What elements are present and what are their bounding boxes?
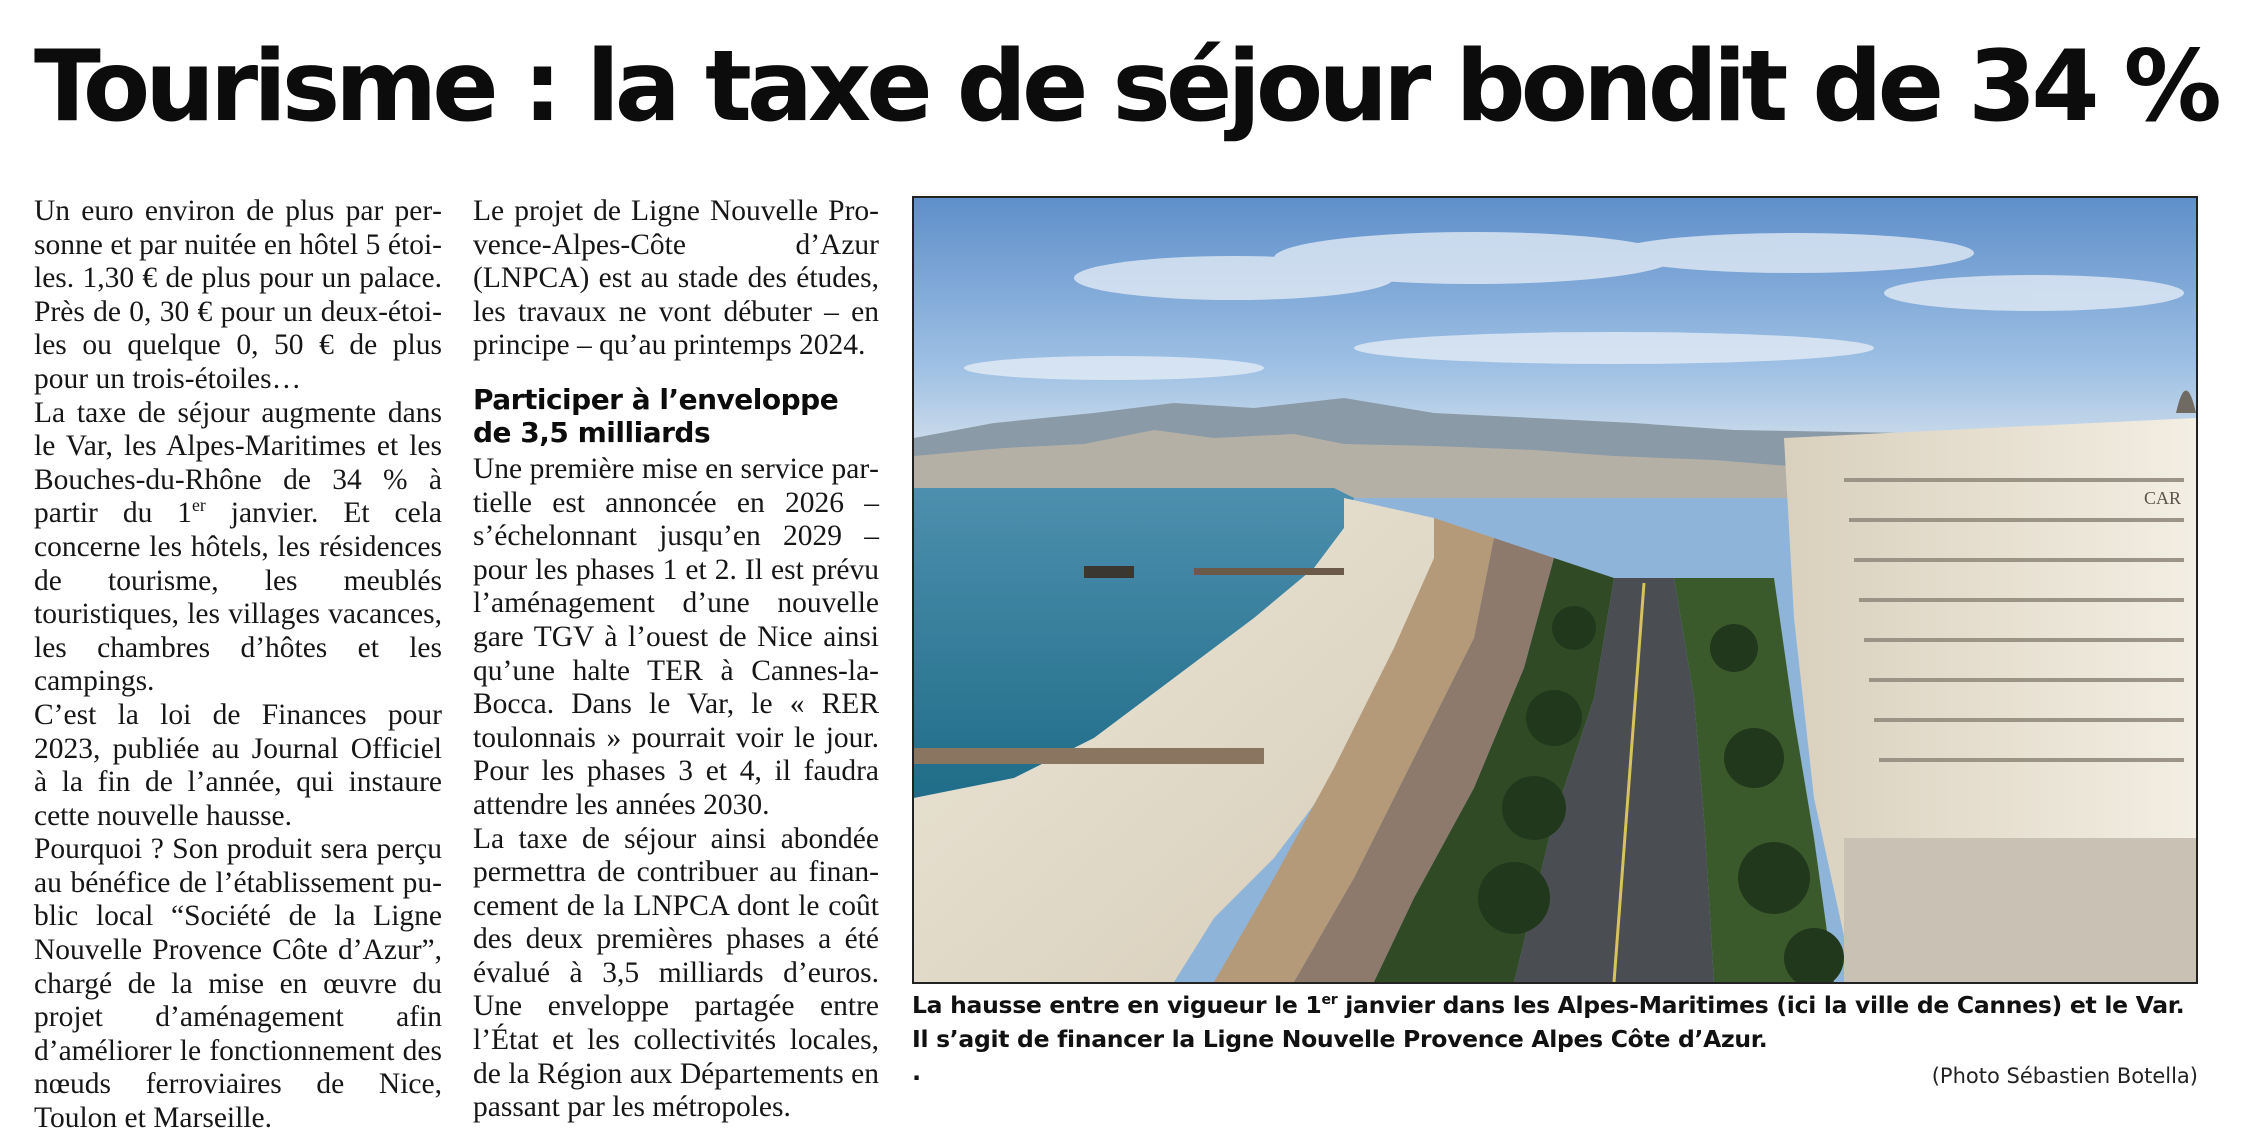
paragraph: Le projet de Ligne Nouvelle Provence-Alpes-Côte d’Azur (LNPCA) est au stade des études, les travaux ne vont débuter – en principe – qu’au printemps 2024. xyxy=(473,195,879,362)
text-run: janvier. Et cela concerne les hôtels, les résidences de tourisme, les meublés touristiques, les villages vacances, les chambres d’hôtes et les campings. xyxy=(34,497,442,698)
caption-text: Il s’agit de financer la Ligne Nouvelle Provence Alpes Côte d’Azur. xyxy=(912,1025,1768,1053)
superscript: er xyxy=(1321,992,1338,1009)
text-run: La taxe de séjour augmente dans le Var, les Alpes-Maritimes et les Bouches-du-Rhône de 34 % à partir du 1 xyxy=(34,396,442,530)
headline: Tourisme : la taxe de séjour bondit de 34 % xyxy=(34,30,2217,144)
boat xyxy=(1084,566,1134,578)
paragraph: La taxe de séjour ainsi abondée permettra de contribuer au financement de la LNPCA dont le coût des deux premières phases a été évalué à 3,5 milliards d’euros. Une enveloppe partagée entre l’État et les collectivités locales, de la Région aux Départements en passant par les métropoles. xyxy=(473,822,879,1124)
paragraph: C’est la loi de Finances pour 2023, publiée au Journal Officiel à la fin de l’année, qui instaure cette nouvelle hausse. xyxy=(34,698,442,832)
paragraph xyxy=(34,397,442,699)
hotel-forecourt xyxy=(1844,838,2196,982)
photo-credit: (Photo Sébastien Botella) xyxy=(1931,1064,2198,1088)
caption-dot: . xyxy=(912,1058,922,1086)
sky xyxy=(914,198,2196,438)
pier xyxy=(1194,568,1344,575)
pier xyxy=(914,748,1264,764)
subheading: Participer à l’enveloppe de 3,5 milliards xyxy=(473,382,839,449)
caption-text: La hausse entre en vigueur le 1 xyxy=(912,991,1322,1019)
paragraph: Pourquoi ? Son produit sera perçu au bénéfice de l’établissement public local “Société de la Ligne Nouvelle Provence Côte d’Azur”, chargé de la mise en œuvre du projet d’aménagement afin d’améliorer le fonctionnement des nœuds ferroviaires de Nice, Toulon et Marseille. xyxy=(34,833,442,1135)
article-column-2 xyxy=(473,195,879,1125)
paragraph: Un euro environ de plus par personne et par nuitée en hôtel 5 étoiles. 1,30 € de plus pour un palace. Près de 0, 30 € pour un deux-étoiles ou quelque 0, 50 € de plus pour un trois-étoiles… xyxy=(34,195,442,395)
paragraph: Une première mise en service partielle est annoncée en 2026 – s’échelonnant jusqu’en 2029 – pour les phases 1 et 2. Il est prévu l’aménagement d’une nouvelle gare TGV à l’ouest de Nice ainsi qu’une halte TER à Cannes-la-Bocca. Dans le Var, le « RER toulonnais » pourrait voir le jour. Pour les phases 3 et 4, il faudra attendre les années 2030. xyxy=(473,452,879,821)
article-column-1 xyxy=(34,195,442,1136)
superscript: er xyxy=(192,495,206,516)
hotel-sign: CAR xyxy=(2144,488,2182,508)
photo-caption xyxy=(912,988,2202,1056)
photo-illustration xyxy=(914,198,2196,982)
cannes-croisette-photo xyxy=(912,196,2198,984)
caption-text: janvier dans les Alpes-Maritimes (ici la ville de Cannes) et le Var. xyxy=(1337,991,2185,1019)
